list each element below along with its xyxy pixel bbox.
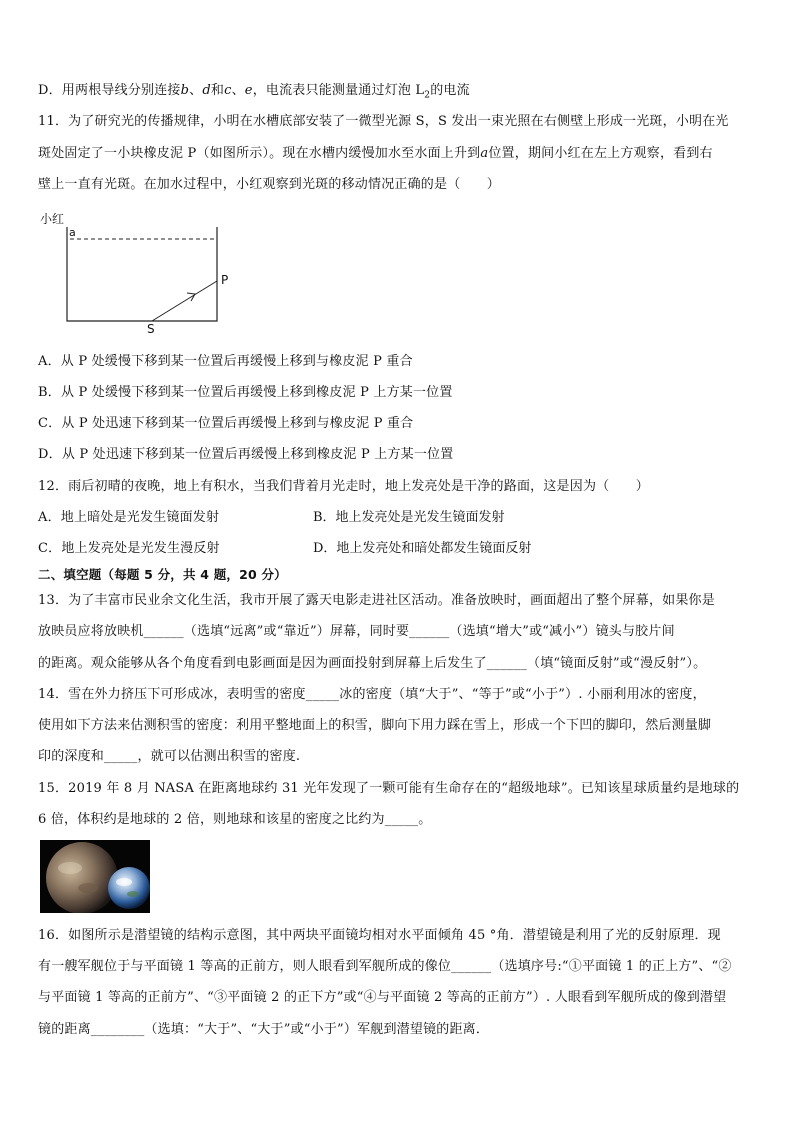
subscript-2: 2: [424, 90, 431, 101]
earth-planet: [108, 867, 150, 909]
figure-observer-label: 小红: [40, 212, 65, 226]
q15-line1: 15．2019 年 8 月 NASA 在距离地球约 31 光年发现了一颗可能有生命存在的“超级地球”。已知该星球质量约是地球的: [38, 781, 740, 796]
q12-stem: 12．雨后初晴的夜晚，地上有积水，当我们背着月光走时，地上发亮处是干净的路面，这是因为（ ）: [38, 479, 649, 494]
q13-line3: 的距离。观众能够从各个角度看到电影画面是因为画面投射到屏幕上后发生了______（填“镜面反射”或“漫反射”）。: [38, 656, 707, 671]
q11-stem-line3: 壁上一直有光斑。在加水过程中，小红观察到光斑的移动情况正确的是（ ）: [38, 177, 501, 192]
q16-line1: 16．如图所示是潜望镜的结构示意图，其中两块平面镜均相对水平面倾角 45 °角．潜望镜是利用了光的反射原理．现: [38, 928, 721, 943]
super-earth-planet: [46, 842, 118, 913]
q12-option-b: B．地上发亮处是光发生镜面发射: [313, 510, 505, 525]
q11-option-b: B．从 P 处缓慢下移到某一位置后再缓慢上移到橡皮泥 P 上方某一位置: [38, 385, 453, 400]
q16-line2: 有一艘军舰位于与平面镜 1 等高的正前方，则人眼看到军舰所成的像位______（选填序号:“①平面镜 1 的正上方”、“②: [38, 959, 732, 974]
q16-line4: 镜的距离________（选填：“大于”、“大于”或“小于”）军舰到潜望镜的距离．: [38, 1022, 490, 1037]
q13-line1: 13．为了丰富市民业余文化生活，我市开展了露天电影走进社区活动。准备放映时，画面超出了整个屏幕，如果你是: [38, 593, 715, 608]
super-earth-image: [40, 840, 150, 913]
q10-sep2: 、: [231, 83, 245, 98]
q11-line2-text: 斑处固定了一小块橡皮泥 P（如图所示）。现在水槽内缓慢加水至水面上升到: [38, 146, 481, 161]
q15-line2: 6 倍，体积约是地球的 2 倍，则地球和该星的密度之比约为_____。: [38, 812, 432, 827]
tank-walls: [67, 227, 217, 321]
q10-option-d: [38, 82, 470, 105]
q10-and: 和: [210, 83, 225, 98]
light-ray: [152, 281, 217, 321]
q12-option-c: C．地上发亮处是光发生漫反射: [38, 541, 220, 556]
var-d: d: [202, 83, 211, 98]
q11-option-c: C．从 P 处迅速下移到某一位置后再缓慢上移到与橡皮泥 P 重合: [38, 416, 414, 431]
var-c: c: [224, 83, 232, 98]
q14-line3: 印的深度和_____，就可以估测出积雪的密度.: [38, 749, 301, 764]
q11-option-d: D．从 P 处迅速下移到某一位置后再缓慢上移到橡皮泥 P 上方某一位置: [38, 447, 454, 462]
q11-line2b-text: 位置，期间小红在左上方观察，看到右: [488, 146, 713, 161]
q10-sep1: 、: [189, 83, 203, 98]
section-fill-in-heading: 二、填空题（每题 5 分，共 4 题，20 分）: [38, 567, 287, 582]
q13-line2: 放映员应将放映机______（选填“远离”或“靠近”）屏幕，同时要______（选填“增大”或“减小”）镜头与胶片间: [38, 624, 675, 639]
q10-text-b: ，电流表只能测量通过灯泡 L: [252, 83, 425, 98]
water-tank-diagram: [60, 225, 225, 330]
q12-option-a: A．地上暗处是光发生镜面发射: [38, 510, 220, 525]
q12-option-d: D．地上发亮处和暗处都发生镜面反射: [313, 541, 532, 556]
q14-line1: 14．雪在外力挤压下可形成冰，表明雪的密度_____冰的密度（填“大于”、“等于”或“小于”）. 小丽利用冰的密度，: [38, 687, 706, 702]
q11-option-a: A．从 P 处缓慢下移到某一位置后再缓慢上移到与橡皮泥 P 重合: [38, 354, 413, 369]
q10-text-c: 的电流: [430, 83, 470, 98]
q11-stem-line2: [38, 145, 713, 163]
var-a: a: [480, 146, 489, 161]
var-e: e: [244, 83, 253, 98]
figure-source-label: S: [147, 322, 155, 336]
q10-text-a: D．用两根导线分别连接: [38, 83, 181, 98]
planets-illustration: [40, 840, 150, 913]
figure-spot-label: P: [221, 273, 229, 287]
figure-level-label: a: [69, 226, 76, 239]
q14-line2: 使用如下方法来估测积雪的密度：利用平整地面上的积雪，脚向下用力踩在雪上，形成一个下凹的脚印，然后测量脚: [38, 718, 712, 733]
var-b: b: [180, 83, 190, 98]
q16-line3: 与平面镜 1 等高的正前方”、“③平面镜 2 的正下方”或“④与平面镜 2 等高的正前方”）. 人眼看到军舰所成的像到潜望: [38, 990, 727, 1005]
q11-stem-line1: 11．为了研究光的传播规律，小明在水槽底部安装了一微型光源 S，S 发出一束光照在右侧壁上形成一光斑，小明在光: [38, 114, 729, 129]
